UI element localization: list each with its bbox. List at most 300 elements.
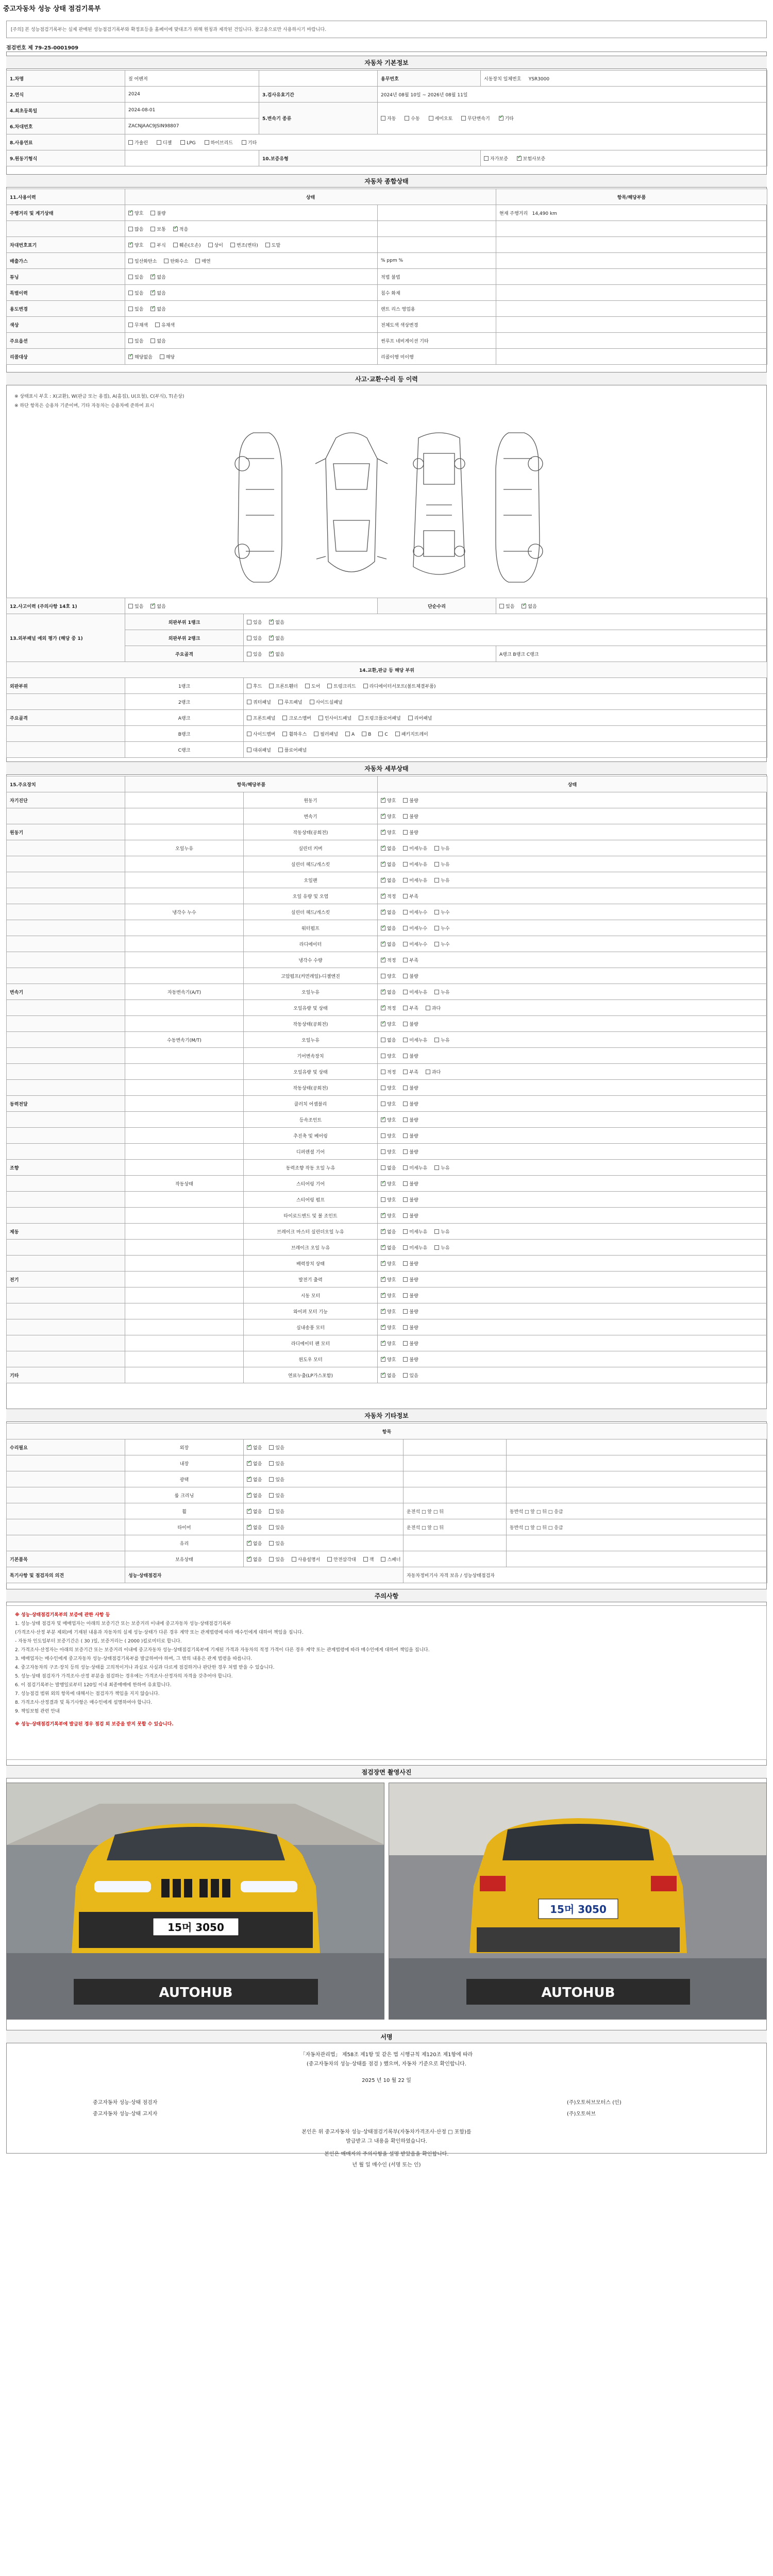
checkbox-checked[interactable] xyxy=(381,1309,385,1314)
checkbox[interactable] xyxy=(403,1165,408,1170)
checkbox-checked[interactable] xyxy=(247,1477,251,1482)
checkbox[interactable] xyxy=(128,604,133,608)
checkbox[interactable] xyxy=(378,732,383,736)
checkbox[interactable] xyxy=(403,814,408,819)
checkbox[interactable] xyxy=(381,1101,385,1106)
checkbox[interactable] xyxy=(426,1070,430,1074)
detail-row: 배력장치 상태 ✓ 양호 불량 xyxy=(7,1256,767,1272)
checkbox-checked[interactable] xyxy=(269,620,274,624)
caution-line: 8. 가격조사·산정결과 및 특기사항은 매수인에게 설명하여야 합니다. xyxy=(15,1700,153,1705)
sign-price-label: 중고자동차 성능·상태 고지자 xyxy=(93,2111,158,2117)
checkbox[interactable] xyxy=(150,338,155,343)
general-row: 특별이력 있음✓ 없음 침수 화재 xyxy=(7,285,767,301)
checkbox-checked[interactable] xyxy=(381,1277,385,1282)
detail-row: 작동상태(공회전) ✓ 양호 불량 xyxy=(7,1016,767,1032)
checkbox[interactable] xyxy=(269,1525,274,1530)
checkbox-checked[interactable] xyxy=(150,307,155,311)
checkbox[interactable] xyxy=(403,1325,408,1330)
accident-rank-options: A랭크 B랭크 C랭크 xyxy=(496,646,767,662)
checkbox[interactable] xyxy=(363,684,368,688)
checkbox-checked[interactable] xyxy=(247,1509,251,1514)
checkbox-checked[interactable] xyxy=(150,291,155,295)
checkbox[interactable] xyxy=(381,974,385,978)
basic-label-4: 4.최초등록일 xyxy=(7,103,125,118)
rear-brand-sign: AUTOHUB xyxy=(541,1985,615,2001)
checkbox[interactable] xyxy=(381,1086,385,1090)
checkbox-checked[interactable] xyxy=(381,958,385,962)
general-row: 주요옵션 있음 없음 썬루프 네비게이션 기타 xyxy=(7,333,767,349)
checkbox[interactable] xyxy=(426,1006,430,1010)
checkbox[interactable] xyxy=(155,323,160,327)
checkbox-checked[interactable] xyxy=(381,942,385,946)
checkbox-checked[interactable] xyxy=(128,354,133,359)
checkbox[interactable] xyxy=(327,684,332,688)
checkbox[interactable] xyxy=(403,846,408,851)
detail-head-1: 15.주요장치 xyxy=(7,776,125,792)
checkbox[interactable] xyxy=(403,1054,408,1058)
detail-row: 동력전달 클러치 어셈블리 양호 불량 xyxy=(7,1096,767,1112)
checkbox-checked[interactable] xyxy=(381,910,385,914)
checkbox-checked[interactable] xyxy=(128,243,133,247)
general-row: 튜닝 있음✓ 없음 적법 불법 xyxy=(7,269,767,285)
section-sign: 서명 xyxy=(6,2030,767,2043)
checkbox[interactable] xyxy=(164,259,169,263)
accident-label-13: 13.외부패널 예외 평가 (해당 중 1) xyxy=(7,614,125,662)
checkbox[interactable] xyxy=(363,1557,368,1562)
checkbox-checked[interactable] xyxy=(381,1229,385,1234)
checkbox-checked[interactable] xyxy=(381,830,385,835)
checkbox[interactable] xyxy=(269,1477,274,1482)
detail-row: 실내송풍 모터 ✓ 양호 불량 xyxy=(7,1319,767,1335)
front-photo xyxy=(6,1783,384,2020)
detail-row: 오일팬 ✓ 없음 미세누유 누유 xyxy=(7,872,767,888)
parts-row: 2랭크 쿼터패널 루프패널 사이드실패널 xyxy=(7,694,767,710)
detail-row: 워터펌프 ✓ 없음 미세누수 누수 xyxy=(7,920,767,936)
rear-license-plate: 15머 3050 xyxy=(550,1903,607,1916)
checkbox[interactable] xyxy=(128,227,133,231)
basic-label-10: 10.보증유형 xyxy=(259,150,481,166)
checkbox[interactable] xyxy=(128,307,133,311)
parts-row: 외판부위 1랭크 후드 프론트휀더 도어 트렁크리드 라디에이터서포트(볼트체결부품) xyxy=(7,678,767,694)
basic-table: 1.차명 짚 어벤저 용무번호 시동장치 일체번호 YSR3000 2.연식 2024 3.검사유효기간 2024년 08월 10일 ~ 2026년 08월 11일 4.최초등록일 2024-08-01 5.변속기 종류 자동 수동 세미오토 무단변속기 ✓ 기타 6.차대번호 ZACNJAAC9JSIN98807 8.사용연료 가솔린 디젤 LPG 하이브리드 기타 9.원동기형식 10.보증유형 자가보증 ✓ 보험사보증 xyxy=(6,70,767,166)
checkbox[interactable] xyxy=(128,338,133,343)
checkbox-checked[interactable] xyxy=(381,1261,385,1266)
checkbox-checked[interactable] xyxy=(381,814,385,819)
checkbox[interactable] xyxy=(434,1245,439,1250)
checkbox[interactable] xyxy=(403,1101,408,1106)
checkbox-checked[interactable] xyxy=(247,1557,251,1562)
basic-label-1: 1.차명 xyxy=(7,71,125,87)
checkbox[interactable] xyxy=(128,323,133,327)
detail-row: 실린더 헤드/개스킷 ✓ 없음 미세누유 누유 xyxy=(7,856,767,872)
general-row: 색상 무채색 유채색 전체도색 색상변경 xyxy=(7,317,767,333)
checkbox[interactable] xyxy=(434,1165,439,1170)
checkbox[interactable] xyxy=(434,926,439,930)
checkbox-checked[interactable] xyxy=(381,1213,385,1218)
checkbox[interactable] xyxy=(205,140,209,145)
checkbox[interactable] xyxy=(362,732,366,736)
checkbox[interactable] xyxy=(128,275,133,279)
document-title: 중고자동차 성능 상태 점검기록부 xyxy=(3,5,101,13)
checkbox[interactable] xyxy=(403,1245,408,1250)
checkbox[interactable] xyxy=(160,354,164,359)
checkbox[interactable] xyxy=(381,1038,385,1042)
checkbox[interactable] xyxy=(173,243,178,247)
checkbox[interactable] xyxy=(434,990,439,994)
checkbox[interactable] xyxy=(247,748,251,752)
checkbox-checked[interactable] xyxy=(381,1181,385,1186)
checkbox-checked[interactable] xyxy=(381,1325,385,1330)
sign-inspector-value: (주)오토허브모터스 (인) xyxy=(567,2100,621,2106)
other-row: 타이어 ✓ 없음 있음 운전석 □ 앞 □ 뒤 동반석 □ 앞 □ 뒤 □ 응급 xyxy=(7,1519,767,1535)
other-table xyxy=(6,1423,767,1583)
detail-row: 냉각수 수량 ✓ 적정 부족 xyxy=(7,952,767,968)
section-basic: 자동차 기본정보 xyxy=(6,56,767,69)
general-row: 차대번호표기 ✓ 양호 부식 훼손(오손) 상이 변조(변타) 도말 xyxy=(7,237,767,253)
checkbox[interactable] xyxy=(408,716,413,720)
checkbox[interactable] xyxy=(403,1277,408,1282)
car-diagram xyxy=(6,417,767,592)
checkbox[interactable] xyxy=(157,140,161,145)
general-head-3: 항목/해당부품 xyxy=(496,189,767,205)
checkbox[interactable] xyxy=(128,291,133,295)
checkbox-checked[interactable] xyxy=(381,798,385,803)
checkbox[interactable] xyxy=(269,1557,274,1562)
checkbox[interactable] xyxy=(208,243,213,247)
detail-row: 브레이크 오일 누유 ✓ 없음 미세누유 누유 xyxy=(7,1240,767,1256)
checkbox-checked[interactable] xyxy=(247,1445,251,1450)
detail-row: 고압펌프(커먼레일)-디젤엔진 양호 불량 xyxy=(7,968,767,984)
detail-row: 윈도우 모터 ✓ 양호 불량 xyxy=(7,1351,767,1367)
checkbox[interactable] xyxy=(247,700,251,704)
checkbox[interactable] xyxy=(381,1054,385,1058)
checkbox[interactable] xyxy=(269,684,274,688)
other-opinion-label: 특기사항 및 점검자의 의견 xyxy=(7,1567,125,1583)
checkbox[interactable] xyxy=(403,1133,408,1138)
checkbox[interactable] xyxy=(403,1149,408,1154)
checkbox[interactable] xyxy=(403,878,408,883)
accident-legend-2: ※ 하단 항목은 승용차 기준이며, 기타 자동차는 승용차에 준하여 표시 xyxy=(14,403,154,409)
detail-head-3: 상태 xyxy=(378,776,767,792)
checkbox-checked[interactable] xyxy=(381,1245,385,1250)
basic-value-6: ZACNJAAC9JSIN98807 xyxy=(125,118,259,134)
checkbox[interactable] xyxy=(434,942,439,946)
checkbox[interactable] xyxy=(403,1373,408,1378)
checkbox[interactable] xyxy=(150,211,155,215)
checkbox[interactable] xyxy=(247,716,251,720)
checkbox[interactable] xyxy=(381,1070,385,1074)
section-general: 자동차 종합상태 xyxy=(6,174,767,188)
general-row: 리콜대상 ✓ 해당없음 해당 리콜이행 미이행 xyxy=(7,349,767,365)
caution-box xyxy=(6,1605,767,1760)
caution-line: 6. 이 점검기록부는 발행일로부터 120일 이내 최종매매에 한하여 유효합니다. xyxy=(15,1683,172,1688)
checkbox[interactable] xyxy=(305,684,310,688)
basic-label-2: 2.연식 xyxy=(7,87,125,103)
checkbox-checked[interactable] xyxy=(150,275,155,279)
caution-line: 2. 가격조사·산정자는 아래의 보증기간 또는 보증거리 이내에 중고자동차 성능·상태점검기록부에 기재된 가격과 자동차의 적정 가격이 다른 경우 계약 또는 관계법령에 따라 매수인에게 대하여 책임을 집니다. xyxy=(15,1648,430,1653)
detail-row: 작동상태 스티어링 기어 ✓ 양호 불량 xyxy=(7,1176,767,1192)
front-brand-sign: AUTOHUB xyxy=(159,1985,233,2001)
checkbox[interactable] xyxy=(292,1557,296,1562)
general-table xyxy=(6,189,767,365)
checkbox[interactable] xyxy=(269,1461,274,1466)
checkbox[interactable] xyxy=(403,1070,408,1074)
caution-line: 4. 중고자동차의 구조·장치 등의 성능·상태를 고의적이거나 과실로 사실과 다르게 점검하거나 판단한 경우 처벌 받을 수 있습니다. xyxy=(15,1665,275,1670)
checkbox[interactable] xyxy=(310,700,314,704)
car-underbody-diagram xyxy=(413,433,465,574)
checkbox-checked[interactable] xyxy=(269,636,274,640)
checkbox-checked[interactable] xyxy=(381,894,385,899)
basic-value-3: 2024년 08월 10일 ~ 2026년 08월 11일 xyxy=(378,87,767,103)
accident-sub-1: 외판부위 1랭크 xyxy=(125,614,244,630)
accident-sub-3: 주요골격 xyxy=(125,646,244,662)
checkbox-checked[interactable] xyxy=(381,1022,385,1026)
checkbox[interactable] xyxy=(434,846,439,851)
basic-value-4: 2024-08-01 xyxy=(125,103,259,118)
checkbox-checked[interactable] xyxy=(247,1525,251,1530)
detail-row: 전기 발전기 출력 ✓ 양호 불량 xyxy=(7,1272,767,1287)
detail-table xyxy=(6,776,767,1383)
checkbox[interactable] xyxy=(247,684,251,688)
basic-label-8: 8.사용연료 xyxy=(7,134,125,150)
checkbox[interactable] xyxy=(345,732,350,736)
detail-head-2: 항목/해당부품 xyxy=(125,776,378,792)
accident-label-simple: 단순수리 xyxy=(378,598,496,614)
detail-row: 스티어링 펌프 양호 불량 xyxy=(7,1192,767,1208)
section-caution: 주의사항 xyxy=(6,1589,767,1602)
checkbox-checked[interactable] xyxy=(173,227,178,231)
checkbox[interactable] xyxy=(381,1149,385,1154)
sign-receipt: 본인은 위 중고자동차 성능·상태점검기록부(자동차가격조사·산정 □ 포함)를 발급받고 그 내용을 확인하였습니다. xyxy=(301,2129,472,2144)
checkbox[interactable] xyxy=(395,732,400,736)
checkbox-checked[interactable] xyxy=(381,878,385,883)
checkbox-checked[interactable] xyxy=(381,846,385,851)
checkbox[interactable] xyxy=(381,1133,385,1138)
checkbox[interactable] xyxy=(242,140,246,145)
basic-value-1: 짚 어벤저 xyxy=(125,71,259,87)
detail-row: 오일누유 실린더 커버 ✓ 없음 미세누유 누유 xyxy=(7,840,767,856)
section-accident: 사고·교환·수리 등 이력 xyxy=(6,372,767,385)
accident-sub-2: 외판부위 2랭크 xyxy=(125,630,244,646)
checkbox[interactable] xyxy=(434,1038,439,1042)
checkbox[interactable] xyxy=(150,227,155,231)
checkbox[interactable] xyxy=(195,259,200,263)
checkbox-checked[interactable] xyxy=(381,926,385,930)
checkbox-checked[interactable] xyxy=(381,1293,385,1298)
rear-photo xyxy=(389,1783,767,2020)
other-status-value: 자동차정비기사 자격 보유 / 성능상태점검자 xyxy=(404,1567,767,1583)
section-photo: 점검장면 촬영사진 xyxy=(6,1765,767,1778)
accident-legend-1: ※ 상태표시 부호 : X(교환), W(판금 또는 용접), A(흠집), U(요철), C(부식), T(손상) xyxy=(14,394,184,399)
checkbox[interactable] xyxy=(405,116,409,121)
checkbox[interactable] xyxy=(403,1038,408,1042)
checkbox[interactable] xyxy=(403,830,408,835)
checkbox-checked[interactable] xyxy=(247,1461,251,1466)
checkbox[interactable] xyxy=(403,990,408,994)
checkbox-checked[interactable] xyxy=(247,1493,251,1498)
other-row: 수리필요 외장 ✓ 없음 있음 xyxy=(7,1439,767,1455)
checkbox[interactable] xyxy=(247,652,251,656)
basic-value-1c: YSR3000 xyxy=(528,76,550,82)
checkbox[interactable] xyxy=(247,636,251,640)
checkbox[interactable] xyxy=(180,140,185,145)
checkbox[interactable] xyxy=(327,1557,332,1562)
caution-title: ※ 성능·상태점검기록부의 보증에 관한 사항 등 xyxy=(15,1613,110,1618)
basic-label-9: 9.원동기형식 xyxy=(7,150,125,166)
detail-row: 디퍼렌셜 기어 양호 불량 xyxy=(7,1144,767,1160)
checkbox-checked[interactable] xyxy=(269,652,274,656)
checkbox[interactable] xyxy=(403,1117,408,1122)
checkbox-checked[interactable] xyxy=(381,990,385,994)
checkbox[interactable] xyxy=(434,1229,439,1234)
checkbox[interactable] xyxy=(403,910,408,914)
detail-row: 변속기 ✓ 양호 불량 xyxy=(7,808,767,824)
checkbox[interactable] xyxy=(403,1181,408,1186)
checkbox[interactable] xyxy=(282,732,287,736)
checkbox[interactable] xyxy=(150,243,155,247)
section-detail: 자동차 세부상태 xyxy=(6,761,767,775)
checkbox[interactable] xyxy=(403,798,408,803)
sign-inspector-label: 중고자동차 성능·상태 점검자 xyxy=(93,2100,158,2106)
checkbox[interactable] xyxy=(403,1309,408,1314)
checkbox-checked[interactable] xyxy=(381,1357,385,1362)
notice-box: [주의] 본 성능점검기록부는 실제 판매된 성능점검기록부와 확정표등을 홈페이에 맞대조가 위해 원칭과 제작된 건입니다. 참고용으로만 사용하시기 바랍니다. xyxy=(6,21,767,38)
yellow-suv-front xyxy=(72,1823,320,1953)
checkbox[interactable] xyxy=(403,1341,408,1346)
checkbox[interactable] xyxy=(381,1197,385,1202)
checkbox[interactable] xyxy=(359,716,363,720)
checkbox[interactable] xyxy=(265,243,270,247)
detail-row: 원동기 작동상태(공회전) ✓ 양호 불량 xyxy=(7,824,767,840)
checkbox[interactable] xyxy=(429,116,433,121)
detail-row: 기어변속장치 양호 불량 xyxy=(7,1048,767,1064)
other-row: 유리 ✓ 없음 있음 xyxy=(7,1535,767,1551)
other-row: 기본품목 보유상태 ✓ 없음 있음 사용설명서 안전삼각대 잭 스패너 xyxy=(7,1551,767,1567)
detail-row: 와이퍼 모터 기능 ✓ 양호 불량 xyxy=(7,1303,767,1319)
checkbox-checked[interactable] xyxy=(381,862,385,867)
checkbox[interactable] xyxy=(403,1261,408,1266)
checkbox[interactable] xyxy=(269,1493,274,1498)
sign-price-value: (주)오토허브 xyxy=(567,2111,596,2117)
sign-date: 2025 년 10 월 22 일 xyxy=(362,2078,411,2083)
checkbox[interactable] xyxy=(269,1445,274,1450)
detail-row: 수동변속기(M/T) 오일누유 없음 미세누유 누유 xyxy=(7,1032,767,1048)
checkbox[interactable] xyxy=(403,1213,408,1218)
checkbox[interactable] xyxy=(318,716,323,720)
checkbox[interactable] xyxy=(247,732,251,736)
checkbox[interactable] xyxy=(484,156,489,161)
checkbox-checked[interactable] xyxy=(381,1373,385,1378)
checkbox-checked[interactable] xyxy=(381,1341,385,1346)
yellow-suv-rear xyxy=(469,1818,687,1953)
checkbox[interactable] xyxy=(403,1293,408,1298)
checkbox[interactable] xyxy=(381,1557,385,1562)
checkbox[interactable] xyxy=(403,926,408,930)
checkbox[interactable] xyxy=(269,1541,274,1546)
section-other: 자동차 기타정보 xyxy=(6,1409,767,1422)
checkbox[interactable] xyxy=(403,974,408,978)
checkbox[interactable] xyxy=(230,243,235,247)
checkbox-checked[interactable] xyxy=(517,156,522,161)
checkbox[interactable] xyxy=(278,700,283,704)
checkbox-checked[interactable] xyxy=(381,1006,385,1010)
checkbox[interactable] xyxy=(128,140,133,145)
checkbox[interactable] xyxy=(403,1006,408,1010)
general-row: 용도변경 있음✓ 없음 렌트 리스 영업용 xyxy=(7,301,767,317)
checkbox-checked[interactable] xyxy=(247,1541,251,1546)
basic-label-1b: 용무번호 xyxy=(378,71,481,87)
checkbox[interactable] xyxy=(128,259,133,263)
detail-row: 오일유량 및 상태 적정 부족 과다 xyxy=(7,1064,767,1080)
caution-line: (가격조사·산정 부분 제외)에 기재된 내용과 자동차의 실제 성능·상태가 다른 경우 계약 또는 관계법령에 따라 매수인에게 대하여 책임을 집니다. xyxy=(15,1630,304,1635)
detail-row: 등속조인트 ✓ 양호 불량 xyxy=(7,1112,767,1128)
checkbox[interactable] xyxy=(403,1022,408,1026)
checkbox[interactable] xyxy=(434,862,439,867)
checkbox[interactable] xyxy=(403,862,408,867)
checkbox-checked[interactable] xyxy=(128,211,133,215)
detail-row: 시동 모터 ✓ 양호 불량 xyxy=(7,1287,767,1303)
checkbox-checked[interactable] xyxy=(499,116,503,121)
parts-row: 주요골격 A랭크 프론트패널 크로스멤버 인사이드패널 트렁크플로어패널 리어패널 xyxy=(7,710,767,726)
checkbox[interactable] xyxy=(269,1509,274,1514)
detail-row: 작동상태(공회전) 양호 불량 xyxy=(7,1080,767,1096)
other-row: 룸 크리닝 ✓ 없음 있음 xyxy=(7,1487,767,1503)
other-head: 항목 xyxy=(7,1423,767,1439)
checkbox[interactable] xyxy=(499,604,504,608)
checkbox[interactable] xyxy=(381,116,385,121)
checkbox[interactable] xyxy=(278,748,283,752)
detail-row: 제동 브레이크 마스터 실린더오일 누유 ✓ 없음 미세누유 누유 xyxy=(7,1224,767,1240)
checkbox[interactable] xyxy=(403,958,408,962)
document-number: 점검번호 제 79-25-0001909 xyxy=(6,45,79,51)
accident-table: 12.사고이력 (주의사항 14호 1) 있음✓ 없음 단순수리 있음✓ 없음 13.외부패널 예외 평가 (해당 중 1) 외판부위 1랭크 있음✓ 없음 외판부위 2랭크 있음✓ 없음 주요골격 있음✓ 없음 A랭크 B랭크 C랭크 14.교환,판금 등 해당 부위 외판부위 1랭크 후드 프론트휀더 도어 트렁크리드 라디에이터서포트(볼트체결부품) 2랭크 쿼터패널 루프패널 사이드실패널 주요골격 A랭크 프론트패널 크로스멤버 인사이드패널 트렁크플로어패널 리어패널 B랭크 사이드멤버 휠하우스 필러패널 A B C 패키지트레이 C랭크 대쉬패널 플로어패널 xyxy=(6,598,767,758)
checkbox-checked[interactable] xyxy=(522,604,526,608)
checkbox[interactable] xyxy=(403,894,408,899)
checkbox[interactable] xyxy=(461,116,466,121)
checkbox[interactable] xyxy=(314,732,318,736)
basic-label-6: 6.차대번호 xyxy=(7,118,125,134)
basic-value-2: 2024 xyxy=(125,87,259,103)
detail-row: 오일 유량 및 오염 ✓ 적정 부족 xyxy=(7,888,767,904)
checkbox[interactable] xyxy=(403,1197,408,1202)
checkbox[interactable] xyxy=(403,1229,408,1234)
detail-row: 변속기 자동변속기(A/T) 오일누유 ✓ 없음 미세누유 누유 xyxy=(7,984,767,1000)
detail-row: 라디에이터 팬 모터 ✓ 양호 불량 xyxy=(7,1335,767,1351)
checkbox-checked[interactable] xyxy=(381,1117,385,1122)
checkbox[interactable] xyxy=(434,878,439,883)
other-row: 휠 ✓ 없음 있음 운전석 □ 앞 □ 뒤 동반석 □ 앞 □ 뒤 □ 응급 xyxy=(7,1503,767,1519)
checkbox[interactable] xyxy=(403,1086,408,1090)
parts-row: B랭크 사이드멤버 휠하우스 필러패널 A B C 패키지트레이 xyxy=(7,726,767,742)
checkbox-checked[interactable] xyxy=(150,604,155,608)
detail-row: 오일유량 및 상태 ✓ 적정 부족 과다 xyxy=(7,1000,767,1016)
basic-label-5: 5.변속기 종류 xyxy=(259,103,378,134)
front-license-plate: 15머 3050 xyxy=(167,1921,224,1934)
checkbox[interactable] xyxy=(434,910,439,914)
caution-line: 3. 매매업자는 매수인에게 중고자동차 성능·상태점검기록부를 발급하여야 하며, 그 밖의 내용은 관계 법령을 따릅니다. xyxy=(15,1656,253,1662)
accident-label-12: 12.사고이력 (주의사항 14호 1) xyxy=(7,598,125,614)
general-head-1: 11.사용이력 xyxy=(7,189,125,205)
checkbox[interactable] xyxy=(247,620,251,624)
accident-parts-head: 14.교환,판금 등 해당 부위 xyxy=(7,662,767,678)
checkbox[interactable] xyxy=(403,942,408,946)
checkbox[interactable] xyxy=(403,1357,408,1362)
detail-row: 자기진단 원동기 ✓ 양호 불량 xyxy=(7,792,767,808)
checkbox[interactable] xyxy=(282,716,287,720)
parts-row: C랭크 대쉬패널 플로어패널 xyxy=(7,742,767,758)
caution-line: - 자동차 인도일부터 보증기간은 ( 30 )일, 보증거리는 ( 2000 )킬로미터로 합니다. xyxy=(15,1639,182,1644)
checkbox[interactable] xyxy=(381,1165,385,1170)
